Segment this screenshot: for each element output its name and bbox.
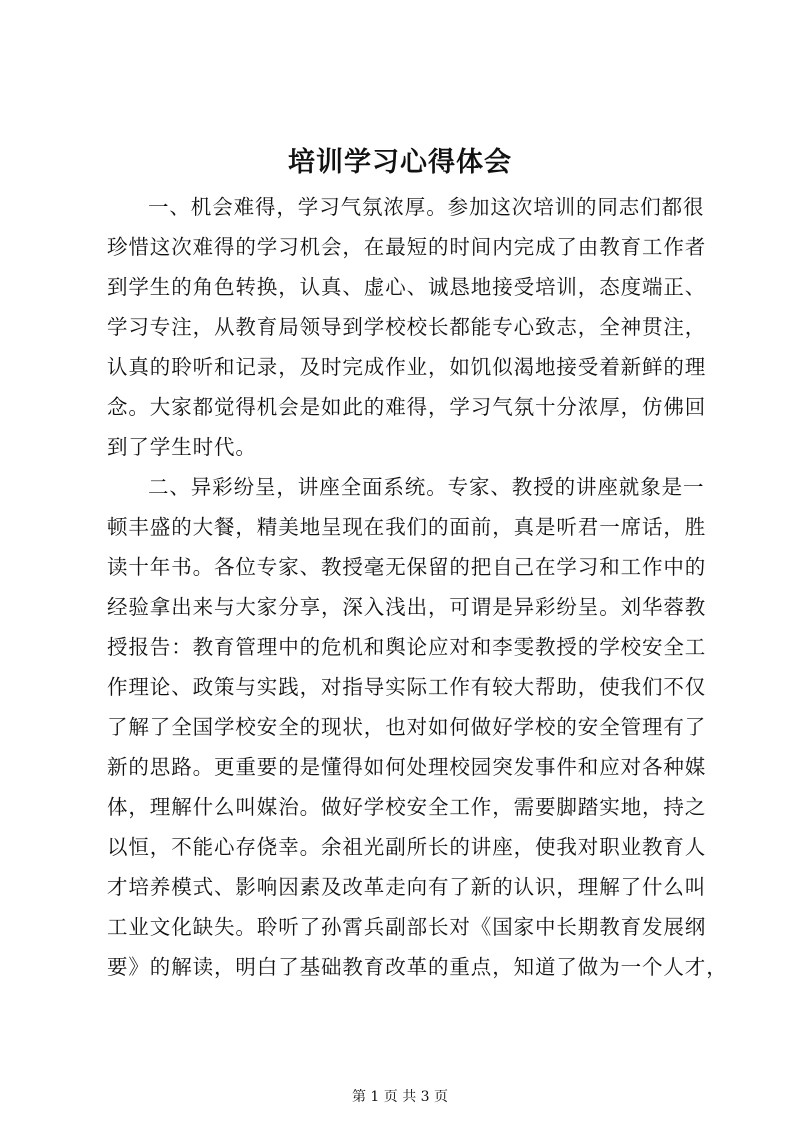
paragraph-line: 才培养模式、影响因素及改革走向有了新的认识，理解了什么叫	[107, 875, 707, 899]
paragraph-line: 学习专注，从教育局领导到学校校长都能专心致志，全神贯注，	[107, 315, 707, 339]
document-title: 培训学习心得体会	[288, 147, 512, 178]
paragraph-line: 读十年书。各位专家、教授毫无保留的把自己在学习和工作中的	[107, 555, 707, 579]
paragraph-line: 了解了全国学校安全的现状，也对如何做好学校的安全管理有了	[107, 715, 707, 739]
paragraph-line: 体，理解什么叫媒治。做好学校安全工作，需要脚踏实地，持之	[107, 795, 707, 819]
paragraph-line: 到学生的角色转换，认真、虚心、诚恳地接受培训，态度端正、	[107, 275, 707, 299]
paragraph-line: 一、机会难得，学习气氛浓厚。参加这次培训的同志们都很	[148, 195, 705, 219]
paragraph-line: 珍惜这次难得的学习机会，在最短的时间内完成了由教育工作者	[107, 235, 707, 259]
paragraph-line: 认真的聆听和记录，及时完成作业，如饥似渴地接受着新鲜的理	[107, 355, 707, 379]
paragraph-line: 工业文化缺失。聆听了孙霄兵副部长对《国家中长期教育发展纲	[107, 915, 707, 939]
paragraph-line: 顿丰盛的大餐，精美地呈现在我们的面前，真是听君一席话，胜	[107, 515, 707, 539]
paragraph-line: 新的思路。更重要的是懂得如何处理校园突发事件和应对各种媒	[107, 755, 707, 779]
paragraph-line: 授报告：教育管理中的危机和舆论应对和李雯教授的学校安全工	[107, 635, 707, 659]
paragraph-line: 二、异彩纷呈，讲座全面系统。专家、教授的讲座就象是一	[148, 475, 705, 499]
paragraph-line: 经验拿出来与大家分享，深入浅出，可谓是异彩纷呈。刘华蓉教	[107, 595, 707, 619]
paragraph-line: 到了学生时代。	[107, 435, 257, 459]
paragraph-line: 念。大家都觉得机会是如此的难得，学习气氛十分浓厚，仿佛回	[107, 395, 707, 419]
page-number-footer: 第 1 页 共 3 页	[351, 1089, 449, 1105]
paragraph-line: 要》的解读，明白了基础教育改革的重点，知道了做为一个人才，	[107, 955, 728, 979]
paragraph-line: 作理论、政策与实践，对指导实际工作有较大帮助，使我们不仅	[107, 675, 707, 699]
paragraph-line: 以恒，不能心存侥幸。余祖光副所长的讲座，使我对职业教育人	[107, 835, 707, 859]
